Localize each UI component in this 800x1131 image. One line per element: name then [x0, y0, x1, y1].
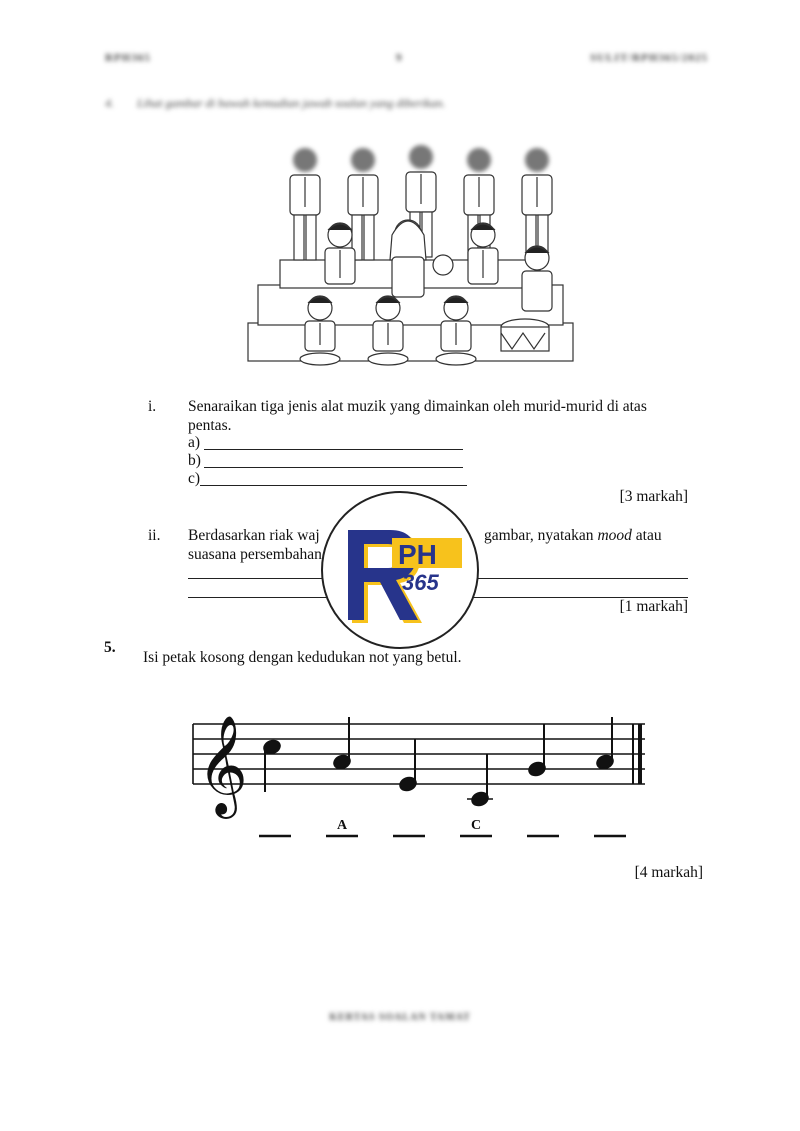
logo-text-bottom: 365 — [402, 570, 439, 595]
question4-number: 4. — [105, 96, 114, 110]
blank-a-line[interactable] — [204, 449, 463, 450]
blank-c-line[interactable] — [200, 485, 467, 486]
part-i-label: i. — [148, 398, 157, 415]
part-ii-prompt-line1-c: atau — [631, 527, 662, 544]
rph365-logo-icon — [318, 488, 482, 652]
header-page: 9 — [396, 52, 403, 64]
part-ii-prompt-line1-rest — [484, 526, 662, 545]
footer-text: KERTAS SOALAN TAMAT — [329, 1012, 471, 1023]
part-ii-prompt-line2: suasana persembahan — [188, 546, 322, 563]
part-i-prompt-line2: pentas. — [188, 417, 232, 434]
blank-b-label: b) — [188, 452, 201, 469]
part-ii-prompt-line1-b: gambar, nyatakan — [484, 527, 598, 544]
question4-instruction: Lihat gambar di bawah kemudian jawab soalan yang diberikan. — [137, 96, 446, 110]
header-right: SULIT/RPH365/2025 — [590, 52, 708, 64]
part-i-prompt-line1: Senaraikan tiga jenis alat muzik yang dimainkan oleh murid-murid di atas — [188, 398, 647, 415]
logo-text-top: PH — [398, 539, 437, 570]
blank-b-line[interactable] — [204, 467, 463, 468]
blank-c-label: c) — [188, 470, 201, 487]
part-ii-marks: [1 markah] — [619, 598, 688, 615]
part-ii-label: ii. — [148, 527, 161, 544]
header-left: RPH365 — [105, 52, 151, 64]
question5-number: 5. — [104, 639, 116, 656]
part-ii-prompt-mood: mood — [597, 527, 632, 544]
blank-a-label: a) — [188, 434, 201, 451]
question5-instruction: Isi petak kosong dengan kedudukan not yang betul. — [143, 649, 462, 666]
students-music-performance-illustration — [240, 135, 580, 385]
part-ii-prompt-line1-a: Berdasarkan riak waj — [188, 527, 320, 544]
answer-label-4: C — [470, 818, 482, 833]
part-i-marks: [3 markah] — [619, 488, 688, 505]
question4-row — [105, 96, 445, 111]
music-staff — [185, 690, 650, 850]
treble-clef-icon: 𝄞 — [197, 715, 248, 815]
answer-label-2: A — [336, 818, 348, 833]
question5-marks: [4 markah] — [634, 864, 703, 881]
